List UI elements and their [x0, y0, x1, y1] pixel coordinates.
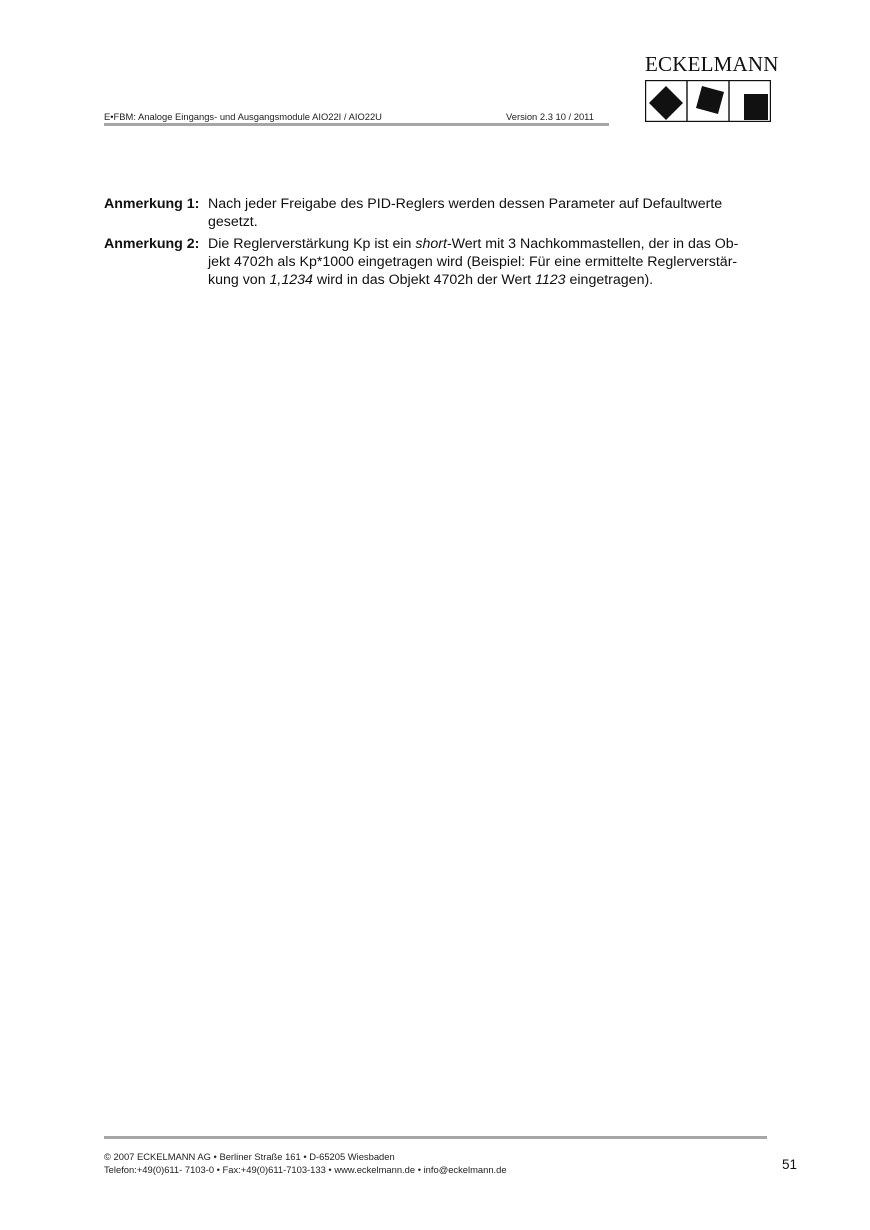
- company-logo-text: ECKELMANN: [645, 52, 779, 76]
- note-italic-value: 1123: [535, 272, 566, 288]
- note-2: [104, 235, 768, 289]
- note-italic-term: short: [415, 236, 447, 252]
- note-1: [104, 195, 768, 231]
- page-number: 51: [782, 1157, 798, 1172]
- note-1-text: [208, 195, 768, 231]
- notes-section: [104, 195, 768, 293]
- document-version: Version 2.3 10 / 2011: [506, 111, 594, 122]
- note-text-segment: kung von: [208, 272, 270, 288]
- note-2-line-1: [208, 235, 768, 253]
- note-text-segment: Die Reglerverstärkung Kp ist ein: [208, 236, 416, 252]
- note-2-line-2: [208, 253, 768, 271]
- note-text-segment: Nach jeder Freigabe des PID-Reglers werden dessen Parameter auf Defaultwerte: [208, 196, 723, 212]
- footer-rule: [104, 1136, 767, 1139]
- note-2-text: [208, 235, 768, 289]
- document-title: E•FBM: Analoge Eingangs- und Ausgangsmodule AIO22I / AIO22U: [104, 111, 382, 122]
- footer-contact: Telefon:+49(0)611- 7103-0 • Fax:+49(0)611-7103-133 • www.eckelmann.de • info@eckelmann.de: [104, 1164, 507, 1175]
- company-logo-icon: [645, 80, 771, 122]
- note-text-segment: -Wert mit 3 Nachkommastellen, der in das Ob-: [446, 236, 739, 252]
- note-2-line-3: [208, 271, 768, 289]
- note-text-segment: wird in das Objekt 4702h der Wert: [312, 272, 536, 288]
- note-text-segment: jekt 4702h als Kp*1000 eingetragen wird (Beispiel: Für eine ermittelte Reglerverstär-: [208, 254, 738, 270]
- note-1-label: Anmerkung 1:: [104, 196, 200, 212]
- note-1-line-1: [208, 195, 768, 213]
- note-2-label: Anmerkung 2:: [104, 236, 200, 252]
- footer-address: © 2007 ECKELMANN AG • Berliner Straße 161 • D-65205 Wiesbaden: [104, 1151, 395, 1162]
- note-text-segment: eingetragen).: [565, 272, 654, 288]
- header-rule: [104, 123, 609, 126]
- note-1-line-2: [208, 213, 768, 231]
- note-text-segment: gesetzt.: [208, 214, 258, 230]
- note-italic-value: 1,1234: [269, 272, 313, 288]
